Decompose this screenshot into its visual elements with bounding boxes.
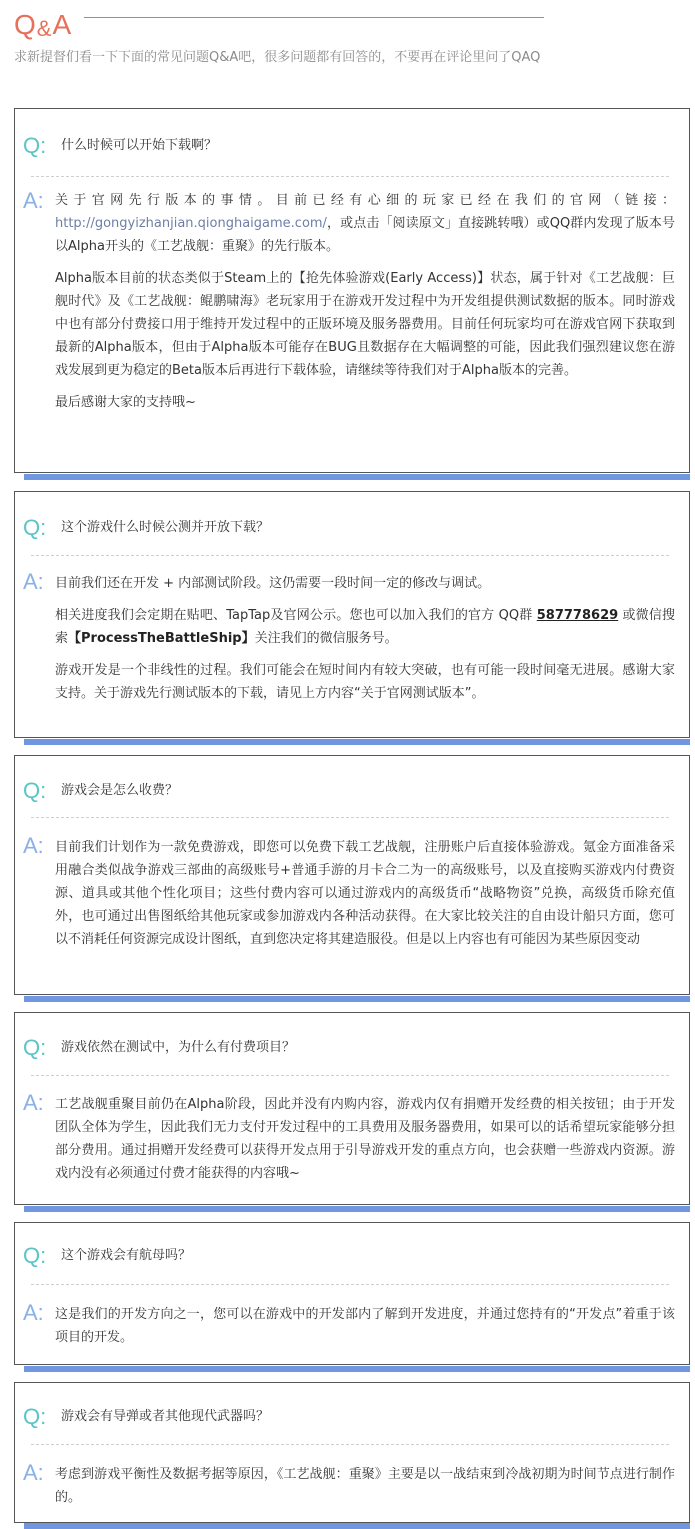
answer-marker: A:: [23, 569, 44, 594]
question-marker: Q:: [23, 133, 47, 158]
answer-marker: A:: [23, 1300, 44, 1325]
answer-marker: A:: [23, 188, 44, 213]
faq-card: [14, 755, 690, 995]
qq-group-number: 587778629: [536, 608, 619, 623]
dashed-divider: [31, 555, 669, 556]
question-text: 游戏依然在测试中，为什么有付费项目？: [61, 1040, 296, 1055]
question-marker: Q:: [23, 778, 47, 803]
question-text: 这个游戏什么时候公测并开放下载？: [61, 520, 270, 535]
question-marker: Q:: [23, 1035, 47, 1060]
header-divider: [84, 17, 544, 18]
card-shadow: [24, 1523, 690, 1529]
answer-text: [55, 189, 675, 414]
qa-logo: [14, 8, 71, 44]
answer-paragraph: 游戏开发是一个非线性的过程。我们可能会在短时间内有较大突破，也有可能一段时间毫无进展。感谢大家支持。关于游戏先行测试版本的下载，请见上方内容“关于官网测试版本”。: [55, 663, 675, 701]
dashed-divider: [31, 817, 669, 818]
question-row: [23, 511, 681, 547]
page-subtitle: 求新提督们看一下下面的常见问题Q&A吧，很多问题都有回答的，不要再在评论里问了QAQ: [14, 50, 541, 65]
faq-card: [14, 1222, 690, 1365]
answer-text: [55, 836, 675, 951]
answer-text: [55, 1093, 675, 1185]
dashed-divider: [31, 176, 669, 177]
faq-card: [14, 491, 690, 738]
card-shadow: [24, 1366, 690, 1372]
logo-a: A: [52, 9, 72, 40]
faq-card: [14, 1382, 690, 1523]
card-shadow: [24, 474, 690, 480]
answer-marker: A:: [23, 1090, 44, 1115]
logo-q: Q: [14, 9, 36, 40]
question-marker: Q:: [23, 1243, 47, 1268]
answer-paragraph: 考虑到游戏平衡性及数据考据等原因，《工艺战舰：重聚》主要是以一战结束到冷战初期为时间节点进行制作的。: [55, 1467, 675, 1505]
dashed-divider: [31, 1284, 669, 1285]
question-text: 这个游戏会有航母吗？: [61, 1248, 192, 1263]
answer-text: [55, 1463, 675, 1509]
faq-card: [14, 108, 690, 473]
card-shadow: [24, 1206, 690, 1212]
faq-card: [14, 1012, 690, 1205]
answer-text: [55, 1303, 675, 1349]
question-text: 什么时候可以开始下载啊？: [61, 138, 218, 153]
answer-paragraph: 最后感谢大家的支持哦~: [55, 395, 196, 410]
header: [14, 8, 544, 42]
question-text: 游戏会有导弹或者其他现代武器吗？: [61, 1409, 270, 1424]
answer-paragraph: Alpha版本目前的状态类似于Steam上的【抢先体验游戏(Early Access)】状态，属于针对《工艺战舰：巨舰时代》及《工艺战舰：鲲鹏啸海》老玩家用于在游戏开发过程中为开发组提供测试数据的版本。同时游戏中也有部分付费接口用于维持开发过程中的正版环境及服务器费用。目前任何玩家均可在游戏官网下获取到最新的Alpha版本，但由于Alpha版本可能存在BUG且数据存在大幅调整的可能，因此我们强烈建议您在游戏发展到更为稳定的Beta版本后再进行下载体验，请继续等待我们对于Alpha版本的完善。: [55, 271, 675, 378]
answer-paragraph: 关于官网先行版本的事情。目前已经有心细的玩家已经在我们的官网（链接：http://gongyizhanjian.qionghaigame.com/，或点击「阅读原文」直接跳转哦）或QQ群内发现了版本号以Alpha开头的《工艺战舰：重聚》的先行版本。: [55, 193, 675, 254]
question-row: [23, 1239, 681, 1275]
answer-marker: A:: [23, 833, 44, 858]
answer-text: [55, 572, 675, 705]
answer-paragraph: 这是我们的开发方向之一，您可以在游戏中的开发部内了解到开发进度，并通过您持有的“开发点”着重于该项目的开发。: [55, 1307, 675, 1345]
card-shadow: [24, 739, 690, 745]
question-text: 游戏会是怎么收费？: [61, 783, 179, 798]
answer-paragraph: 工艺战舰重聚目前仍在Alpha阶段，因此并没有内购内容，游戏内仅有捐赠开发经费的相关按钮；由于开发团队全体为学生，因此我们无力支付开发过程中的工具费用及服务器费用，如果可以的话希望玩家能够分担部分费用。通过捐赠开发经费可以获得开发点用于引导游戏开发的重点方向，也会获赠一些游戏内资源。游戏内没有必须通过付费才能获得的内容哦~: [55, 1097, 675, 1181]
wechat-account: 【ProcessTheBattleShip】: [68, 631, 255, 646]
official-site-link[interactable]: http://gongyizhanjian.qionghaigame.com/: [55, 216, 327, 231]
question-row: [23, 1400, 681, 1436]
answer-paragraph: 目前我们计划作为一款免费游戏，即您可以免费下载工艺战舰，注册账户后直接体验游戏。氪金方面准备采用融合类似战争游戏三部曲的高级账号+普通手游的月卡合二为一的高级账号，以及直接购买游戏内付费资源、道具或其他个性化项目；这些付费内容可以通过游戏内的高级货币“战略物资”兑换，高级货币除充值外，也可通过出售图纸给其他玩家或参加游戏内各种活动获得。在大家比较关注的自由设计船只方面，您可以不消耗任何资源完成设计图纸，直到您决定将其建造服役。但是以上内容也有可能因为某些原因变动: [55, 840, 675, 947]
logo-amp: &: [36, 16, 52, 41]
question-marker: Q:: [23, 515, 47, 540]
card-shadow: [24, 996, 690, 1002]
question-marker: Q:: [23, 1404, 47, 1429]
question-row: [23, 129, 681, 165]
dashed-divider: [31, 1075, 669, 1076]
dashed-divider: [31, 1444, 669, 1445]
question-row: [23, 1031, 681, 1067]
answer-marker: A:: [23, 1460, 44, 1485]
answer-paragraph: 目前我们还在开发 + 内部测试阶段。这仍需要一段时间一定的修改与调试。: [55, 576, 491, 591]
question-row: [23, 774, 681, 810]
answer-paragraph: 相关进度我们会定期在贴吧、TapTap及官网公示。您也可以加入我们的官方 QQ群 587778629 或微信搜索【ProcessTheBattleShip】关注我们的微信服务号。: [55, 608, 675, 646]
